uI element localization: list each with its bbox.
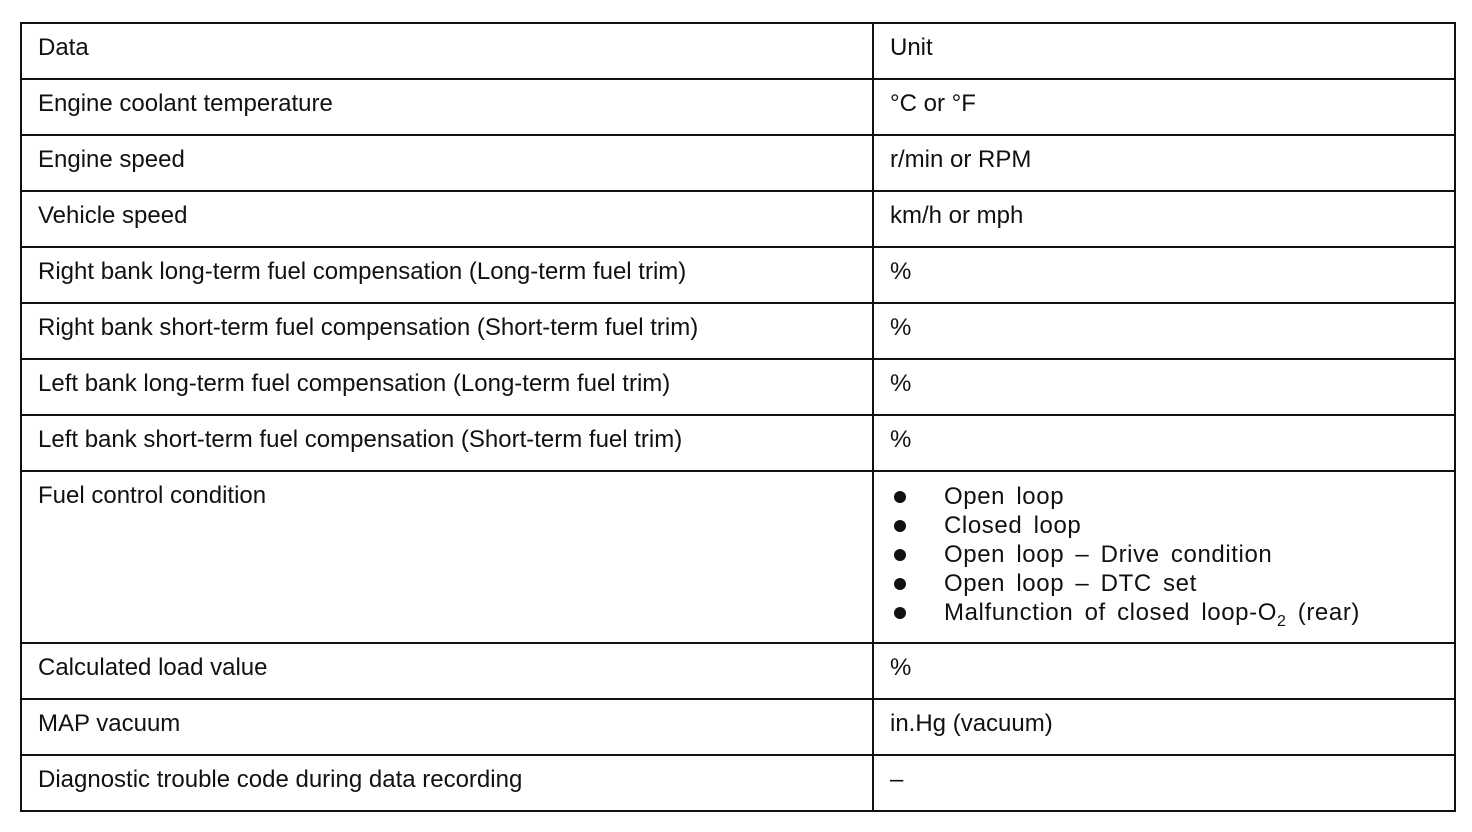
list-item <box>890 482 1440 511</box>
data-cell: MAP vacuum <box>21 699 873 755</box>
table-row <box>21 699 1455 755</box>
data-cell: Diagnostic trouble code during data recording <box>21 755 873 811</box>
table-row <box>21 135 1455 191</box>
list-item-text-suffix: (rear) <box>1286 599 1361 626</box>
data-cell: Fuel control condition <box>21 471 873 643</box>
data-cell: Left bank short-term fuel compensation (Short-term fuel trim) <box>21 415 873 471</box>
list-item-text: Open loop – DTC set <box>944 570 1197 597</box>
data-cell: Engine coolant temperature <box>21 79 873 135</box>
data-cell: Engine speed <box>21 135 873 191</box>
list-item <box>890 511 1440 540</box>
table-row <box>21 471 1455 643</box>
table-row <box>21 415 1455 471</box>
list-item-text: Open loop <box>944 483 1065 510</box>
data-cell: Right bank long-term fuel compensation (Long-term fuel trim) <box>21 247 873 303</box>
unit-cell: % <box>873 359 1455 415</box>
table-row <box>21 79 1455 135</box>
fuel-condition-list <box>890 482 1440 630</box>
unit-cell: r/min or RPM <box>873 135 1455 191</box>
header-data: Data <box>21 23 873 79</box>
data-cell: Calculated load value <box>21 643 873 699</box>
list-item <box>890 569 1440 598</box>
list-item <box>890 540 1440 569</box>
list-item <box>890 598 1440 630</box>
bullet-icon <box>894 520 906 532</box>
data-cell: Left bank long-term fuel compensation (Long-term fuel trim) <box>21 359 873 415</box>
unit-cell <box>873 471 1455 643</box>
table-row <box>21 247 1455 303</box>
unit-cell: °C or °F <box>873 79 1455 135</box>
unit-cell: % <box>873 303 1455 359</box>
header-unit: Unit <box>873 23 1455 79</box>
unit-cell: – <box>873 755 1455 811</box>
table-row <box>21 643 1455 699</box>
bullet-icon <box>894 491 906 503</box>
list-item-subscript: 2 <box>1276 612 1287 630</box>
table-header-row <box>21 23 1455 79</box>
list-item-text: Open loop – Drive condition <box>944 541 1273 568</box>
data-unit-table <box>20 22 1456 812</box>
data-cell: Vehicle speed <box>21 191 873 247</box>
unit-cell: % <box>873 247 1455 303</box>
bullet-icon <box>894 549 906 561</box>
table-row <box>21 359 1455 415</box>
table-row <box>21 755 1455 811</box>
list-item-text-prefix: Malfunction of closed loop-O <box>944 599 1277 626</box>
bullet-icon <box>894 607 906 619</box>
unit-cell: in.Hg (vacuum) <box>873 699 1455 755</box>
unit-cell: % <box>873 643 1455 699</box>
unit-cell: % <box>873 415 1455 471</box>
table-row <box>21 303 1455 359</box>
data-cell: Right bank short-term fuel compensation (Short-term fuel trim) <box>21 303 873 359</box>
bullet-icon <box>894 578 906 590</box>
unit-cell: km/h or mph <box>873 191 1455 247</box>
table-row <box>21 191 1455 247</box>
list-item-text: Closed loop <box>944 512 1082 539</box>
